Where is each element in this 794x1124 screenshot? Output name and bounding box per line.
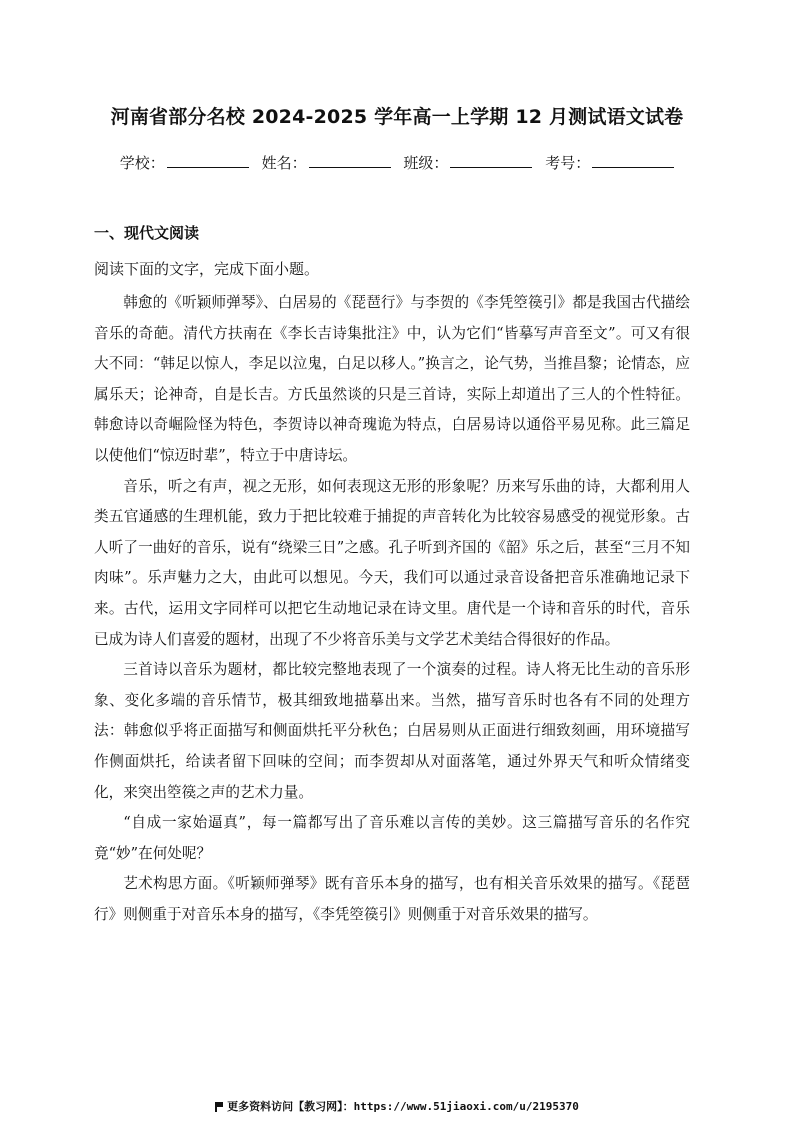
footer-link-text[interactable]: 更多资料访问【教习网】：https://www.51jiaoxi.com/u/2195370 (227, 1100, 579, 1113)
exam-number-field[interactable] (545, 152, 674, 173)
school-blank[interactable] (167, 153, 249, 168)
passage-paragraph: 艺术构思方面。《听颖师弹琴》既有音乐本身的描写，也有相关音乐效果的描写。《琵琶行》则侧重于对音乐本身的描写，《李凭箜篌引》则侧重于对音乐效果的描写。 (94, 875, 690, 923)
school-field[interactable] (120, 152, 249, 173)
reading-instruction: 阅读下面的文字，完成下面小题。 (94, 260, 320, 278)
student-info-row (0, 152, 794, 173)
name-label: 姓名： (261, 154, 307, 172)
section-heading: 一、现代文阅读 (94, 224, 200, 242)
exam-number-label: 考号： (545, 154, 591, 172)
class-label: 班级： (403, 154, 449, 172)
passage-paragraph: “自成一家始逼真”，每一篇都写出了音乐难以言传的美妙。这三篇描写音乐的名作究竟“妙”在何处呢？ (94, 814, 690, 862)
passage-paragraph: 三首诗以音乐为题材，都比较完整地表现了一个演奏的过程。诗人将无比生动的音乐形象、变化多端的音乐情节，极其细致地描摹出来。当然，描写音乐时也各有不同的处理方法：韩愈似乎将正面描写和侧面烘托平分秋色；白居易则从正面进行细致刻画，用环境描写作侧面烘托，给读者留下回味的空间；而李贺却从对面落笔，通过外界天气和听众情绪变化，来突出箜篌之声的艺术力量。 (94, 661, 690, 801)
reading-passage (94, 288, 690, 930)
class-field[interactable] (403, 152, 532, 173)
exam-title: 河南省部分名校 2024-2025 学年高一上学期 12 月测试语文试卷 (110, 106, 684, 128)
page-footer[interactable] (0, 1098, 794, 1114)
name-field[interactable] (262, 152, 391, 173)
flag-icon (215, 1102, 223, 1111)
passage-paragraph: 韩愈的《听颖师弹琴》、白居易的《琵琶行》与李贺的《李凭箜篌引》都是我国古代描绘音乐的奇葩。清代方扶南在《李长吉诗集批注》中，认为它们“皆摹写声音至文”。可又有很大不同：“韩足以惊人，李足以泣鬼，白足以移人。”换言之，论气势，当推昌黎；论情态，应属乐天；论神奇，自是长吉。方氏虽然谈的只是三首诗，实际上却道出了三人的个性特征。韩愈诗以奇崛险怪为特色，李贺诗以神奇瑰诡为特点，白居易诗以通俗平易见称。此三篇足以使他们“惊迈时辈”，特立于中唐诗坛。 (94, 294, 690, 464)
class-blank[interactable] (450, 153, 532, 168)
passage-paragraph: 音乐，听之有声，视之无形，如何表现这无形的形象呢？历来写乐曲的诗，大都利用人类五官通感的生理机能，致力于把比较难于捕捉的声音转化为比较容易感受的视觉形象。古人听了一曲好的音乐，说有“绕梁三日”之感。孔子听到齐国的《韶》乐之后，甚至“三月不知肉味”。乐声魅力之大，由此可以想见。今天，我们可以通过录音设备把音乐准确地记录下来。古代，运用文字同样可以把它生动地记录在诗文里。唐代是一个诗和音乐的时代，音乐已成为诗人们喜爱的题材，出现了不少将音乐美与文学艺术美结合得很好的作品。 (94, 477, 690, 648)
name-blank[interactable] (309, 153, 391, 168)
school-label: 学校： (119, 154, 165, 172)
exam-number-blank[interactable] (592, 153, 674, 168)
